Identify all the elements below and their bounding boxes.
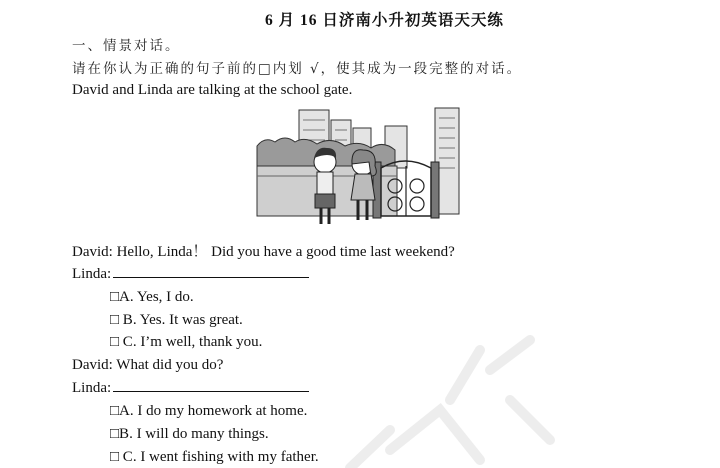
- dialogue-2-response: [72, 379, 309, 397]
- intro-sentence: David and Linda are talking at the school gate.: [72, 82, 353, 98]
- school-gate-illustration: [255, 106, 467, 232]
- dialogue-1-option-b[interactable]: □ B. Yes. It was great.: [110, 312, 243, 328]
- answer-blank: [113, 265, 309, 278]
- watermark: [330, 330, 570, 468]
- response-label: Linda:: [72, 266, 112, 282]
- section-instruction: 请在你认为正确的句子前的□内划 √，使其成为一段完整的对话。: [72, 61, 523, 77]
- dialogue-1-option-c[interactable]: □ C. I’m well, thank you.: [110, 334, 263, 350]
- response-label: Linda:: [72, 380, 112, 396]
- answer-blank: [113, 379, 309, 392]
- dialogue-1-option-a[interactable]: □A. Yes, I do.: [110, 289, 194, 305]
- page-title: 6 月 16 日济南小升初英语天天练: [265, 12, 504, 29]
- dialogue-1-speaker-line: David: Hello, Linda！ Did you have a good time last weekend?: [72, 244, 455, 260]
- dialogue-2-option-b[interactable]: □B. I will do many things.: [110, 426, 269, 442]
- dialogue-2-option-a[interactable]: □A. I do my homework at home.: [110, 403, 308, 419]
- dialogue-1-response: [72, 265, 309, 283]
- section-heading: 一、情景对话。: [72, 38, 181, 54]
- dialogue-2-option-c[interactable]: □ C. I went fishing with my father.: [110, 449, 319, 465]
- dialogue-2-speaker-line: David: What did you do?: [72, 357, 224, 373]
